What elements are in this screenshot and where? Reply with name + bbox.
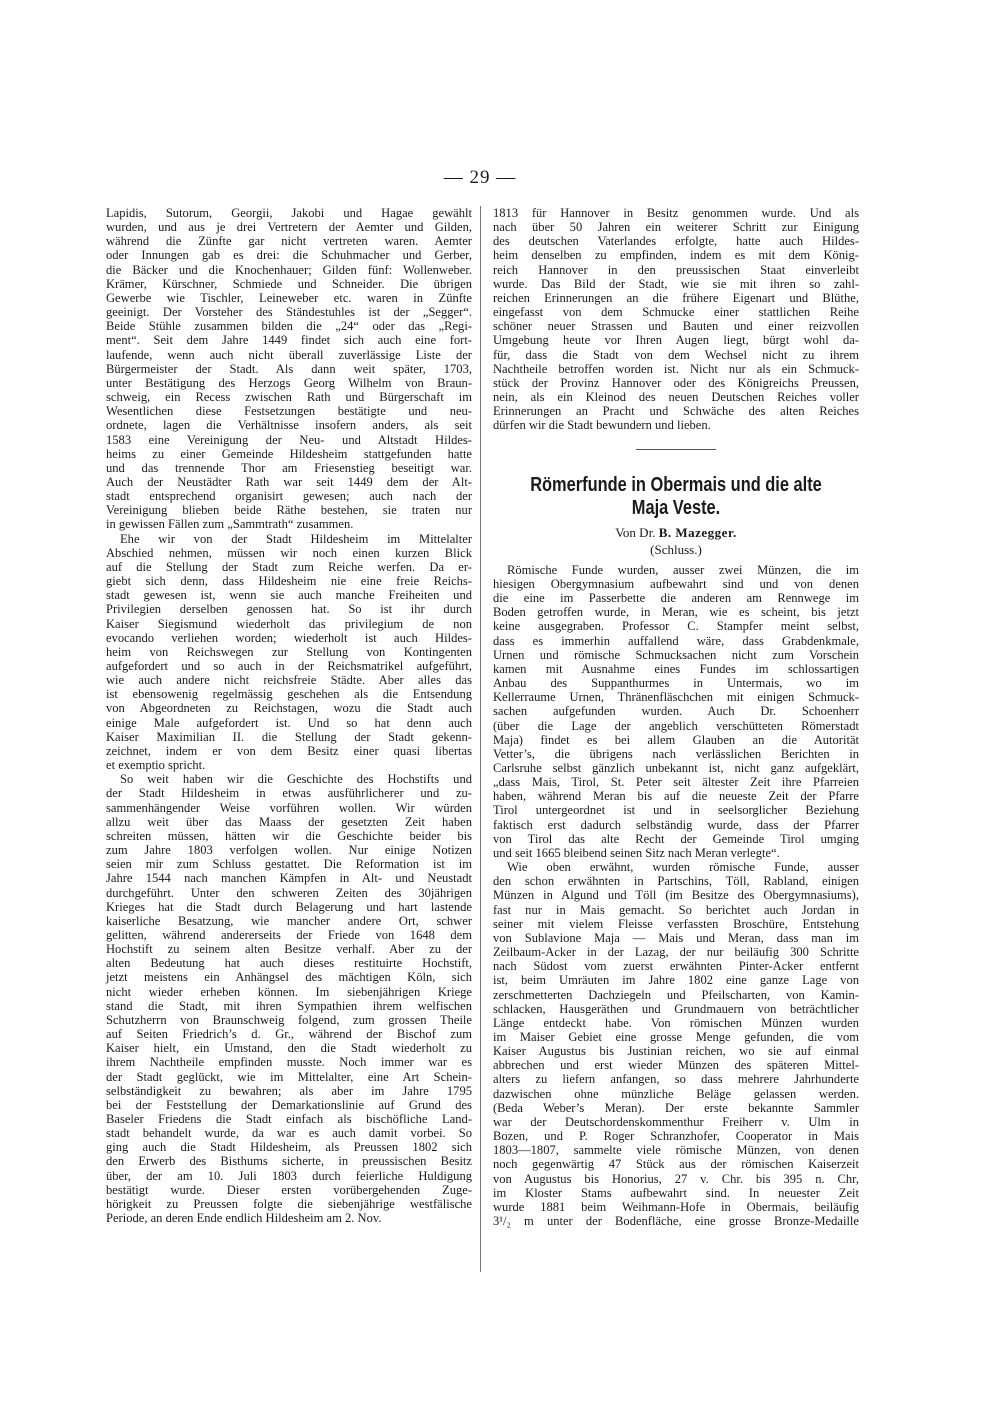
text-line: Jahre 1544 nach manchen Kämpfen in Alt- und Neustadt xyxy=(106,871,472,886)
text-line: sammenhängender Weise vorführen wollen. Wir würden xyxy=(106,800,472,815)
text-line: ist, beim Umräuten im Jahre 1802 eine ganze Lage von xyxy=(493,973,859,988)
text-line: war der Deutschordenskommenthur Freiherr v. Ulm in xyxy=(493,1114,859,1129)
text-line: heims zu einer Gemeinde Hildesheim stattgefunden hatte xyxy=(106,446,472,461)
text-line: heim denselben zu empfinden, indem es mit dem König- xyxy=(493,248,859,263)
text-line: laufende, wenn auch nicht überall zuverlässige Liste der xyxy=(106,347,472,362)
text-line: der Stadt Hildesheim in etwas ausführlicherer und zu- xyxy=(106,786,472,801)
text-line: 1813 für Hannover in Besitz genommen wurde. Und als xyxy=(493,206,859,220)
text-line: schreiten müssen, hätten wir die Geschichte beider bis xyxy=(106,828,472,843)
text-line: seiner mit vielem Fleisse verfassten Broschüre, Entstehung xyxy=(493,916,859,931)
text-line: des deutschen Vaterlandes erfolgte, hatte auch Hildes- xyxy=(493,234,859,249)
text-line: Nachtheile betroffen worden ist. Nicht nur als ein Schmuck- xyxy=(493,361,859,376)
text-line: Carlsruhe selbst gänzlich unbekannt ist, nicht ganz aufgeklärt, xyxy=(493,761,859,775)
text-line: wurden, und aus je drei Vertretern der Aemter und Gilden, xyxy=(106,220,472,235)
text-line: Länge entdeckt habe. Von römischen Münzen wurden xyxy=(493,1015,859,1030)
text-line: Krämer, Kürschner, Schmiede und Schneider. Die übrigen xyxy=(106,276,472,291)
text-line: Periode, an deren Ende endlich Hildesheim am 2. Nov. xyxy=(106,1211,382,1226)
text-line: der Stadt geglückt, wie im Mittelalter, eine Art Schein- xyxy=(106,1069,472,1084)
text-line: Privilegien derselben genossen hat. So ist ihr durch xyxy=(106,602,472,617)
article-body xyxy=(493,563,859,1228)
byline-prefix: Von Dr. xyxy=(615,524,656,540)
text-line: den schon erwähnten in Partschins, Töll, Rabland, einigen xyxy=(493,874,859,889)
article-continuation: (Schluss.) xyxy=(650,541,702,557)
text-line: oder Innungen gab es drei: die Schuhmacher und Gerber, xyxy=(106,248,472,263)
text-line: Bozen, und P. Roger Schranzhofer, Cooperator in Mais xyxy=(493,1129,859,1144)
text-line: zeichnet, indem er von dem Besitz einer quasi libertas xyxy=(106,743,472,758)
text-line: Vereinigung blieben beide Räthe bestehen, sie traten nur xyxy=(106,503,472,518)
text-line: aufgefordert und so auch in der Reichsmatrikel aufgeführt, xyxy=(106,659,472,673)
text-line: Vetter’s, die übrigens nach verlässlichen Berichten in xyxy=(493,746,859,761)
text-line: 1803—1807, sammelte viele römische Münzen, von denen xyxy=(493,1143,859,1158)
text-line: schweig, ein Recess zwischen Rath und Bürgerschaft im xyxy=(106,390,472,405)
text-line: reichen Erinnerungen an die frühere Eigenart und Blüthe, xyxy=(493,290,859,305)
text-line: schlacken, Hausgeräthen und Grundmauern von beträchtlicher xyxy=(493,1001,859,1016)
text-line: 3¹/₂ m unter der Bodenfläche, eine grosse Bronze-Medaille xyxy=(493,1214,859,1228)
text-line: dürfen wir die Stadt bewundern und lieben. xyxy=(493,418,711,433)
text-line: stadt gewesen ist, wenn sie auch manche Freiheiten und xyxy=(106,588,472,603)
text-line: Hochstift zu seinem alten Besitze verhalf. Aber zu der xyxy=(106,942,472,957)
text-line: Ehe wir von der Stadt Hildesheim im Mittelalter xyxy=(120,531,472,546)
text-line: et exemptio spricht. xyxy=(106,758,206,773)
text-line: die Bäcker und die Knochenhauer; Gilden fünf: Wollenweber. xyxy=(106,262,472,277)
text-line: jetzt meistens ein Anhängsel des mächtigen Köln, sich xyxy=(106,970,472,985)
text-line: ging auch die Stadt Hildesheim, als Preussen 1802 sich xyxy=(106,1140,472,1155)
article-title-line-1: Römerfunde in Obermais und die alte xyxy=(530,473,822,496)
text-line: die eine im Passerbette die anderen am Rennwege im xyxy=(493,591,859,606)
text-line: über, der am 10. Juli 1803 durch feierliche Huldigung xyxy=(106,1168,472,1183)
text-line: ordnete, lagen die Verhältnisse insofern anders, als seit xyxy=(106,418,472,433)
text-line: Urnen und römische Schmucksachen nicht zum Vorschein xyxy=(493,647,859,662)
text-line: Römische Funde wurden, ausser zwei Münzen, die im xyxy=(507,562,859,577)
text-line: (über die Lage der angeblich verschütteten Römerstadt xyxy=(493,718,859,733)
text-line: reich Hannover in den preussischen Staat einverleibt xyxy=(493,262,859,277)
text-line: Lapidis, Sutorum, Georgii, Jakobi und Hagae gewählt xyxy=(106,206,472,220)
right-column xyxy=(493,206,859,1228)
text-line: stück der Provinz Hannover oder des Königreichs Preussen, xyxy=(493,375,859,390)
text-line: Boden getroffen wurde, in Meran, wie es scheint, bis jetzt xyxy=(493,605,859,620)
text-line: bei der Feststellung der Demarkationslinie auf Grund des xyxy=(106,1097,472,1112)
text-line: Münzen in Algund und Töll (im Besitze des Obergymnasiums), xyxy=(493,888,859,903)
text-line: stand die Stadt, mit ihren Sympathien ihrem welfischen xyxy=(106,998,472,1013)
text-line: nach über 50 Jahren ein weiterer Schritt zur Einigung xyxy=(493,220,859,235)
text-line: in gewissen Fällen zum „Sammtrath“ zusammen. xyxy=(106,517,354,532)
text-line: Baseler Friedens die Stadt einfach als bischöfliche Land- xyxy=(106,1112,472,1126)
section-divider xyxy=(636,449,716,450)
text-line: Kaiser Siegismund wiederholt das privilegium de non xyxy=(106,616,472,631)
text-line: Kaiser Maximilian II. die Stellung der Stadt gekenn- xyxy=(106,729,472,744)
text-line: Umgebung heute vor Ihren Augen liegt, bürgt wohl da- xyxy=(493,333,859,348)
text-line: alters zu liefern anfangen, so dass mehrere Jahrhunderte xyxy=(493,1072,859,1087)
text-line: Krieges hat die Stadt durch Belagerung und hart lastende xyxy=(106,899,472,914)
text-line: ment“. Seit dem Jahre 1449 findet sich auch eine fort- xyxy=(106,333,472,348)
text-line: Abschied nehmen, müssen wir noch einen kurzen Blick xyxy=(106,545,472,560)
text-line: haben, während Meran bis auf die neueste Zeit der Pfarre xyxy=(493,789,859,804)
text-line: dass es immerhin auffallend wäre, dass Grabdenkmale, xyxy=(493,633,859,648)
column-divider xyxy=(480,206,481,1272)
text-line: abbrechen und erst wieder Münzen des späteren Mittel- xyxy=(493,1058,859,1073)
text-line: fast nur in Mais gemacht. So berichtet auch Jordan in xyxy=(493,902,859,917)
text-line: von Tirol das alte Recht der Gemeinde Tirol umging xyxy=(493,831,859,846)
text-line: Kaiser hielt, ein Umstand, den die Stadt wiederholt zu xyxy=(106,1041,472,1056)
text-line: unter Bestätigung des Herzogs Georg Wilhelm von Braun- xyxy=(106,375,472,390)
text-line: im Kloster Stams aufbewahrt sind. In neuester Zeit xyxy=(493,1185,859,1200)
text-line: ihrem Nachtheile empfinden musste. Noch immer war es xyxy=(106,1055,472,1070)
text-line: giebt sich denn, dass Hildesheim nie eine freie Reichs- xyxy=(106,574,472,589)
article-title-line-2: Maja Veste. xyxy=(631,496,721,519)
text-line: auf die Stellung der Stadt zum Reiche werfen. Da er- xyxy=(106,559,472,574)
text-line: wurde 1881 beim Weihmann-Hofe in Obermais, beiläufig xyxy=(493,1199,859,1214)
text-line: Schutzherrn von Braunschweig folgend, zum grossen Theile xyxy=(106,1012,472,1027)
text-line: durchgeführt. Unter den schweren Zeiten des 30jährigen xyxy=(106,885,472,900)
text-line: faktisch erst dadurch selbständig wurde, dass der Pfarrer xyxy=(493,817,859,832)
text-line: heim von Reichswegen zur Stellung von Kontingenten xyxy=(106,644,472,659)
text-line: stadt behandelt wurde, da war es auch damit vorbei. So xyxy=(106,1126,472,1141)
text-line: von Augustus bis Honorius, 27 v. Chr. bis 395 n. Chr, xyxy=(493,1171,859,1186)
text-line: Bürgermeister der Stadt. Als dann weit später, 1703, xyxy=(106,361,472,376)
text-line: 1583 eine Vereinigung der Neu- und Altstadt Hildes- xyxy=(106,432,472,447)
text-line: ist ebensowenig regelmässig geschehen als die Entsendung xyxy=(106,687,472,702)
text-line: So weit haben wir die Geschichte des Hochstifts und xyxy=(120,772,472,787)
text-line: einige Male aufgefordert ist. Und so hat denn auch xyxy=(106,715,472,730)
text-line: während die Zünfte gar nicht vertreten waren. Aemter xyxy=(106,234,472,249)
byline-author: B. Mazegger. xyxy=(658,524,737,540)
text-line: Wesentlichen diese Festsetzungen bestätigte und neu- xyxy=(106,404,472,419)
text-line: für, dass die Stadt von dem Wechsel nicht zu ihrem xyxy=(493,347,859,362)
text-line: im Maiser Gebiet eine grosse Menge gefunden, die vom xyxy=(493,1029,859,1044)
hildesheim-conclusion xyxy=(493,206,859,433)
text-line: Wie oben erwähnt, wurden römische Funde, ausser xyxy=(507,860,859,875)
text-line: zum Jahre 1803 verfolgen wollen. Nur einige Notizen xyxy=(106,843,472,858)
text-line: von Sublavione Maja — Mais und Meran, dass man im xyxy=(493,930,859,945)
text-line: nein, als ein Kleinod des neuen Deutschen Reiches voller xyxy=(493,390,859,405)
text-line: Tirol untergeordnet ist und in seelsorglicher Beziehung xyxy=(493,803,859,818)
page-number: — 29 — xyxy=(443,167,517,188)
text-line: seien mir zum Schluss gestattet. Die Reformation ist im xyxy=(106,857,472,872)
text-line: bestätigt wurde. Dieser ersten vorübergehenden Zuge- xyxy=(106,1182,472,1197)
text-line: und das trennende Thor am Friesenstieg beseitigt war. xyxy=(106,460,472,475)
text-line: allzu weit über das Maass der gesetzten Zeit haben xyxy=(106,814,472,829)
text-line: von Abgeordneten zu Reichstagen, wozu die Stadt auch xyxy=(106,701,472,716)
text-line: und seit 1665 bleibend seinen Sitz nach Meran verlegte“. xyxy=(493,845,780,860)
text-line: Maja) findet es bei allem Glauben an die Autorität xyxy=(493,732,859,747)
text-line: nicht wieder erheben können. Im siebenjährigen Kriege xyxy=(106,984,472,999)
text-line: auf Seiten Friedrich’s d. Gr., während der Bischof zum xyxy=(106,1027,472,1042)
text-line: eingefasst von dem Schmucke einer stattlichen Reihe xyxy=(493,305,859,320)
article-title xyxy=(501,474,850,520)
text-line: Zeilbaum-Acker in der Lazag, der nur beiläufig 300 Schritte xyxy=(493,945,859,960)
text-line: dazwischen ohne münzliche Beläge gelassen werden. xyxy=(493,1086,859,1101)
text-line: sachen aufgefunden wurden. Auch Dr. Schoenherr xyxy=(493,704,859,719)
article-byline xyxy=(493,526,859,540)
text-line: schöner neuer Strassen und Bauten und einer reizvollen xyxy=(493,319,859,334)
text-line: geeinigt. Der Vorsteher des Ständestuhles ist der „Segger“. xyxy=(106,305,472,320)
text-line: hiesigen Obergymnasium aufbewahrt sind und von denen xyxy=(493,576,859,591)
text-line: Kaiser Augustus bis Justinian reichen, wo sie auf einmal xyxy=(493,1044,859,1059)
text-line: Kellerraume Urnen, Thränenfläschchen mit einigen Schmuck- xyxy=(493,690,859,705)
text-line: wurde. Das Bild der Stadt, wie sie mit ihren so zahl- xyxy=(493,276,859,291)
text-line: Anbau des Suppanthurmes in Untermais, wo im xyxy=(493,676,859,691)
text-line: kamen mit Ausnahme eines Fundes im schlossartigen xyxy=(493,661,859,676)
text-line: alten Bedeutung hat auch dieses restituirte Hochstift, xyxy=(106,956,472,971)
text-line: keine ausgegraben. Professor C. Stampfer meint selbst, xyxy=(493,619,859,634)
text-line: selbständigkeit zu bewahren; als aber im Jahre 1795 xyxy=(106,1083,472,1098)
text-line: Erinnerungen an Pracht und Schwäche des alten Reiches xyxy=(493,404,859,419)
text-line: Beide Stühle zusammen bilden die „24“ oder das „Regi- xyxy=(106,319,472,334)
text-line: stadt entsprechend organisirt gewesen; auch nach der xyxy=(106,489,472,504)
text-line: noch gegenwärtig 47 Stück aus der römischen Kaiserzeit xyxy=(493,1157,859,1172)
text-line: „dass Mais, Tirol, St. Peter seit ältester Zeit ihre Pfarreien xyxy=(493,775,859,790)
text-line: nach Südost vom zuerst erwähnten Pinter-Acker entfernt xyxy=(493,959,859,974)
text-line: zerschmetterten Dachziegeln und Pfeilscharten, von Kamin- xyxy=(493,987,859,1002)
text-line: Gewerbe wie Tischler, Leineweber etc. waren in Zünfte xyxy=(106,290,472,305)
text-line: Auch der Neustädter Rath war seit 1449 dem der Alt- xyxy=(106,474,472,489)
text-line: (Beda Weber’s Meran). Der erste bekannte Sammler xyxy=(493,1100,859,1115)
text-line: gelitten, während andererseits der Friede von 1648 dem xyxy=(106,927,472,942)
left-column xyxy=(106,206,472,1225)
text-line: kaiserliche Besatzung, wie mancher andere Ort, schwer xyxy=(106,913,472,928)
text-line: den Erwerb des Bisthums sicherte, in preussischen Besitz xyxy=(106,1154,472,1169)
text-line: hörigkeit zu Preussen folgte die siebenjährige westfälische xyxy=(106,1196,472,1211)
text-line: evocando verliehen worden; wiederholt ist auch Hildes- xyxy=(106,630,472,645)
text-line: wie auch andere nicht reichsfreie Städte. Aber alles das xyxy=(106,673,472,688)
